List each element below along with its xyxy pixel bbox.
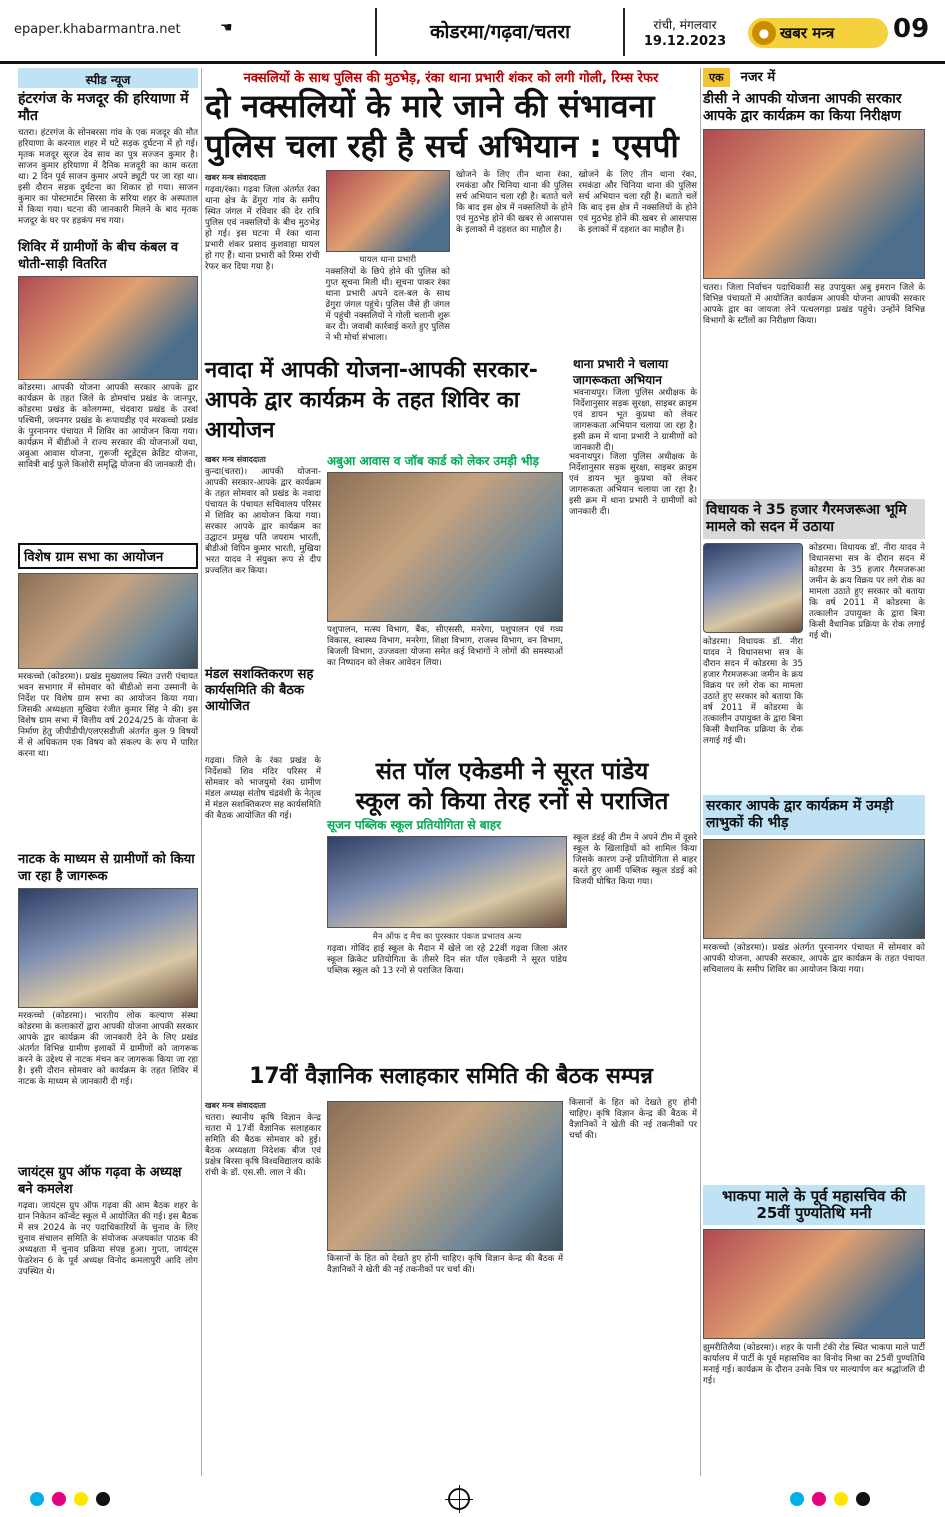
- yellow-dot: [74, 1492, 88, 1506]
- story-photo: [18, 888, 198, 1008]
- camp-photo: [327, 472, 563, 622]
- story-text: कोडरमा। विधायक डॉ. नीरा यादव ने विधानसभा सत्र के दौरान सदन में कोडरमा के 35 हजार गैरमजरूआ जमीन के क्रय विक्रय पर लगे रोक का मामला उठाते हुए सरकार को बताया कि वर्ष 2011 में कोडरमा के तत्कालीन उपायुक्त के द्वारा बिना किसी वैधानिक प्रक्रिया के रोक लगाई गई थी।: [809, 543, 925, 641]
- page-header: [0, 0, 945, 64]
- site-url[interactable]: epaper.khabarmantra.net: [14, 22, 181, 37]
- story-text: चतरा। स्थानीय कृषि विज्ञान केन्द्र चतरा में 17वीं वैज्ञानिक सलाहकार समिति की बैठक सोमवार को हुई। बैठक अध्यक्षता निदेशक बीज एवं प्रक्षेत्र बिरसा कृषि विश्वविद्यालय कांके रांची के डॉ. एस.सी. लाल ने की।: [205, 1113, 321, 1178]
- story-headline[interactable]: डीसी ने आपकी योजना आपकी सरकार आपके द्वार कार्यक्रम का किया निरीक्षण: [703, 91, 902, 124]
- story-text: किसानों के हित को देखते हुए होनी चाहिए। कृषि विज्ञान केन्द्र की बैठक में वैज्ञानिकों ने खेती की नई तकनीकों पर चर्चा की।: [569, 1098, 697, 1141]
- brand-mark-icon: ●: [752, 21, 776, 45]
- mandal-headline[interactable]: मंडल सशक्तिकरण सह कार्यसमिति की बैठक आयोजित: [205, 667, 314, 714]
- byline: खबर मन्त्र संवाददाता: [205, 455, 266, 464]
- page-footer: [0, 1482, 945, 1517]
- lead-headline-1[interactable]: दो नक्सलियों के मारे जाने की संभावना: [205, 87, 655, 125]
- story-subhead: सूजन पब्लिक स्कूल प्रतियोगिता से बाहर: [327, 818, 502, 832]
- dc-inspection-photo: [703, 129, 925, 279]
- speed-news-band: स्पीड न्यूज: [18, 68, 198, 88]
- story-text: स्कूल डंडई की टीम ने अपने टीम में दूसरे स्कूल के खिलाड़ियों को शामिल किया जिसके कारण उन्हें प्रतियोगिता से बाहर करते हुए आर्मी पब्लिक स्कूल डंडई को विजयी घोषित किया गया।: [573, 833, 697, 887]
- cyan-dot: [790, 1492, 804, 1506]
- story-photo: [18, 573, 198, 669]
- story-headline[interactable]: नवादा में आपकी योजना-आपकी सरकार-: [205, 358, 538, 383]
- hand-cursor-icon: ☚: [220, 20, 233, 36]
- story-headline[interactable]: हंटरगंज के मजदूर की हरियाणा में मौत: [18, 91, 189, 124]
- story-text: कोडरमा। आपकी योजना आपकी सरकार आपके द्वार कार्यक्रम के तहत जिले के डोमचांच प्रखंड के जानपुर, कोडरमा प्रखंड के कोलगम्मा, चंदवारा प्रखंड के उरवां पश्चिमी, जयनगर प्रखंड के रूपायडीह एवं मरकच्चो प्रखंड के पुरनानगर पंचायत में शिविर का आयोजन किया गया। कार्यक्रम में बीडीओ ने राज्य सरकार की योजनाओं यथा, अबुआ आवास योजना, गुरूजी स्टूडेंट्स क्रेडिट योजना, सावित्री बाई फुले किशोरी समृद्धि योजना की जानकारी दी।: [18, 383, 198, 470]
- story-headline[interactable]: सरकार आपके द्वार कार्यक्रम में उमड़ी लाभुकों की भीड़: [703, 795, 925, 835]
- lead-headline-2[interactable]: पुलिस चला रही है सर्च अभियान : एसपी: [205, 127, 679, 165]
- story-text: नक्सलियों के छिपे होने की पुलिस को गुप्त सूचना मिली थी। सूचना पाकर रंका थाना प्रभारी अपने दल-बल के साथ ढेंगुरा जंगल पहुंचे। पुलिस जैसे ही जंगल में पहुंची नक्सलियों ने गोली चलानी शुरू कर दी। जवाबी कार्रवाई करते हुए पुलिस ने भी मोर्चा संभाला।: [325, 267, 450, 343]
- cyan-dot: [30, 1492, 44, 1506]
- story-text: खोजने के लिए तीन थाना रंका, रमकंडा और चिनिया थाना की पुलिस सर्च अभियान चला रही है। बताते चलें कि बाद इस क्षेत्र में नक्सलियों के होने एवं मुठभेड़ होने की खबर से आसपास के इलाकों में दहशत का माहौल है।: [455, 170, 573, 235]
- story-headline[interactable]: जायंट्स ग्रुप ऑफ गढ़वा के अध्यक्ष बने कमलेश: [18, 1165, 182, 1197]
- brand-logo: [748, 18, 888, 48]
- color-registration-dots: [790, 1492, 870, 1506]
- story-text: भवनाथपुर। जिला पुलिस अधीक्षक के निर्देशानुसार सड़क सुरक्षा, साइबर क्राइम एवं डायन भूत कुप्रथा को लेकर जागरूकता अभियान चलाया जा रहा है। इसी क्रम में थाना प्रभारी ने ग्रामीणों को जानकारी दी।: [569, 452, 697, 517]
- photo-caption: घायल थाना प्रभारी: [359, 255, 417, 265]
- lead-kicker: नक्सलियों के साथ पुलिस की मुठभेड़, रंका थाना प्रभारी शंकर को लगी गोली, रिम्स रेफर: [243, 71, 659, 86]
- story-headline[interactable]: स्कूल को किया तेरह रनों से पराजित: [355, 787, 669, 815]
- page-number: 09: [893, 14, 930, 44]
- ek-badge: एक: [703, 68, 730, 87]
- story-subhead: अबुआ आवास व जॉब कार्ड को लेकर उमड़ी भीड़: [327, 454, 539, 468]
- brand-name: खबर मन्त्र: [780, 24, 835, 42]
- side-headline[interactable]: थाना प्रभारी ने चलाया जागरूकता अभियान: [573, 357, 669, 387]
- najar-label: नजर में: [740, 70, 776, 85]
- story-headline[interactable]: भाकपा माले के पूर्व महासचिव की 25वीं पुण्यतिथि मनी: [703, 1185, 925, 1225]
- city-day: रांची, मंगलवार: [653, 18, 717, 32]
- section-title: कोडरमा/गढ़वा/चतरा: [375, 8, 625, 56]
- story-text: गढ़वा। गोविंद हाई स्कूल के मैदान में खेले जा रहे 22वीं गढ़वा जिला अंतर स्कूल क्रिकेट प्रतियोगिता के तीसरे दिन संत पॉल एकेडमी ने सूरत पांडेय पब्लिक स्कूल को 13 रनों से पराजित किया।: [327, 944, 567, 976]
- black-dot: [856, 1492, 870, 1506]
- story-headline[interactable]: नाटक के माध्यम से ग्रामीणों को किया जा रहा है जागरूक: [18, 852, 195, 884]
- magenta-dot: [812, 1492, 826, 1506]
- story-text: मरकच्चो (कोडरमा)। प्रखंड मुख्यालय स्थित उत्तरी पंचायत भवन सभागार में सोमवार को बीडीओ सना उस्मानी के निर्देश पर विशेष ग्राम सभा का आयोजन किया गया। जिसकी अध्यक्षता मुखिया रंजीत कुमार सिंह ने की। इस विशेष ग्राम सभा में वित्तीय वर्ष 2024/25 के योजना के निर्माण हेतु जीपीडीपी/एलएसडीजी अंतर्गत कुल 9 विषयों में से अधिकतम एक विषय को संकल्प के रूप में पारित करना था।: [18, 672, 198, 759]
- story-text: कोडरमा। विधायक डॉ. नीरा यादव ने विधानसभा सत्र के दौरान सदन में कोडरमा के 35 हजार गैरमजरूआ जमीन के क्रय विक्रय पर लगे रोक का मामला उठाते हुए सरकार को बताया कि वर्ष 2011 में कोडरमा के तत्कालीन उपायुक्त के द्वारा बिना किसी वैधानिक प्रक्रिया के रोक लगाई गई थी।: [703, 637, 803, 746]
- camp-crowd-photo: [703, 839, 925, 939]
- meeting-photo: [327, 1101, 563, 1251]
- byline: खबर मन्त्र संवाददाता: [205, 1101, 266, 1110]
- story-text: चतरा। हंटरगंज के सोनबरसा गांव के एक मजदूर की मौत हरियाणा के करनाल शहर में घटे सड़क दुर्घटना में हो गई। मृतक मजदूर सूरज देव साव का पुत्र सज्जन कुमार है। साजन कुमार हरियाणा में दैनिक मजदूरी का काम करता था। 2 दिन पूर्व साजन कुमार अपने ड्यूटी पर जा रहा था। इसी दौरान सड़क दुर्घटना का शिकार हो गया। साजन कुमार का पोस्टमार्टम सिरसा के सरिया शहर के अस्पताल में किया गया। घटना की जानकारी मिलने के बाद मृतक मजदूर के घर पर हड़कंप मच गया।: [18, 128, 198, 226]
- issue-date: 19.12.2023: [643, 34, 727, 49]
- story-text: खोजने के लिए तीन थाना रंका, रमकंडा और चिनिया थाना की पुलिस सर्च अभियान चला रही है। बताते चलें कि बाद इस क्षेत्र में नक्सलियों के होने एवं मुठभेड़ होने की खबर से आसपास के इलाकों में दहशत का माहौल है।: [578, 170, 697, 235]
- story-headline[interactable]: 17वीं वैज्ञानिक सलाहकार समिति की बैठक सम्पन्न: [249, 1064, 653, 1089]
- magenta-dot: [52, 1492, 66, 1506]
- lead-story-body: [205, 170, 697, 348]
- byline: खबर मन्त्र संवाददाता: [205, 173, 266, 182]
- story-text: मरकच्चो (कोडरमा)। प्रखंड अंतर्गत पुरनानगर पंचायत में सोमवार को आपकी योजना, आपकी सरकार, आपके द्वार कार्यक्रम के तहत पंचायत सचिवालय के समीप शिविर का आयोजन किया गया।: [703, 943, 925, 975]
- color-registration-dots: [30, 1492, 110, 1506]
- column-divider: [700, 68, 701, 1476]
- story-headline[interactable]: शिविर में ग्रामीणों के बीच कंबल व धोती-साड़ी वितरित: [18, 240, 179, 272]
- center-column: [205, 68, 697, 1476]
- tribute-photo: [703, 1229, 925, 1339]
- cricket-photo: [327, 836, 567, 928]
- photo-caption: मैन ऑफ द मैच का पुरस्कार पंकज प्रभातव अन्य: [372, 932, 522, 942]
- left-column: [18, 68, 198, 1476]
- story-text: किसानों के हित को देखते हुए होनी चाहिए। कृषि विज्ञान केन्द्र की बैठक में वैज्ञानिकों ने खेती की नई तकनीकों पर चर्चा की।: [327, 1254, 563, 1275]
- story-text: पशुपालन, मत्स्य विभाग, बैंक, सीएससी, मनरेगा, पशुपालन एवं गव्य विकास, स्वास्थ्य विभाग, मनरेगा, शिक्षा विभाग, राजस्व विभाग, वन विभाग, बिजली विभाग, उज्जवला योजना समेत कई विभागों ने लोगों की समस्याओं का निष्पादन को लेकर आवेदन लिया।: [327, 625, 563, 668]
- column-divider: [201, 68, 202, 1476]
- story-headline[interactable]: विधायक ने 35 हजार गैरमजरूआ भूमि मामले को सदन में उठाया: [703, 499, 925, 539]
- story-photo: [18, 276, 198, 380]
- registration-mark-icon: [448, 1488, 470, 1510]
- story-text: झुमरीतिलैया (कोडरमा)। शहर के पानी टंकी रोड स्थित भाकपा माले पार्टी कार्यालय में पार्टी के पूर्व महासचिव का विनोद मिश्रा का 25वीं पुण्यतिथि मनाई गई। कार्यक्रम के दौरान उनके चित्र पर माल्यार्पण कर श्रद्धांजलि दी गई।: [703, 1343, 925, 1386]
- story-headline[interactable]: विशेष ग्राम सभा का आयोजन: [18, 543, 198, 569]
- story-text: भवनाथपुर। जिला पुलिस अधीक्षक के निर्देशानुसार सड़क सुरक्षा, साइबर क्राइम एवं डायन भूत कुप्रथा को लेकर जागरूकता अभियान चलाया जा रहा है। इसी क्रम में थाना प्रभारी ने ग्रामीणों को जानकारी दी।: [573, 388, 697, 453]
- story-headline[interactable]: आपके द्वार कार्यक्रम के तहत शिविर का आयोजन: [205, 388, 520, 443]
- mla-photo: [703, 543, 803, 633]
- story-text: गढ़वा। जिले के रंका प्रखंड के निर्देशकों शिव मंदिर परिसर में सोमवार को भाजयुमो रंका ग्रामीण मंडल अध्यक्ष संतोष चंद्रवंशी के नेतृत्व में मंडल सशक्तिकरण सह कार्यसमिति की बैठक आयोजित की गई।: [205, 756, 321, 821]
- story-text: गढ़वा। जायंट्स ग्रुप ऑफ गढ़वा की आम बैठक शहर के ग्रान निकेतन कॉन्वेंट स्कूल में आयोजित की गई। इस बैठक में सत्र 2024 के नए पदाधिकारियों के चुनाव के लिए चुनाव संचालन समिति के संयोजक अजयकांत पाठक की अध्यक्षता में चुनाव प्रक्रिया संपन्न हुआ। गुप्ता, जायंट्स फेडरेशन 6 के पूर्व अध्यक्ष विनोद कमलापुरी आदि लोग उपस्थित थे।: [18, 1201, 198, 1277]
- story-headline[interactable]: संत पॉल एकेडमी ने सूरत पांडेय: [375, 757, 649, 785]
- story-text: चतरा। जिला निर्वाचन पदाधिकारी सह उपायुक्त अबु इमरान जिले के विभिन्न पंचायतों में आयोजित कार्यक्रम आपकी योजना आपकी सरकार आपके द्वार का जायजा लेने पत्थलगड़ा प्रखंड पहुंचे। उन्होंने विभिन्न विभागों के स्टॉलों का निरीक्षण किया।: [703, 283, 925, 326]
- yellow-dot: [834, 1492, 848, 1506]
- story-text: कुन्दा(चतरा)। आपकी योजना-आपकी सरकार-आपके द्वार कार्यक्रम के तहत सोमवार को प्रखंड के नवादा पंचायत के पंचायत सचिवालय परिसर में शिविर का आयोजन किया गया। सरकार आपके द्वार कार्यक्रम का उद्घाटन प्रमुख पति जयराम भारती, बीडीओ विपिन कुमार भारती, मुखिया भरत यादव ने संयुक्त रूप से दीप प्रज्वलित कर किया।: [205, 467, 321, 576]
- black-dot: [96, 1492, 110, 1506]
- injured-officer-photo: [326, 170, 450, 252]
- story-text: मरकच्चो (कोडरमा)। भारतीय लोक कल्याण संस्था कोडरमा के कलाकारों द्वारा आपकी योजना आपकी सरकार आपके द्वार कार्यक्रम की जानकारी देने के लिए प्रखंड अंतर्गत विभिन्न ग्रामीण इलाकों में ग्रामीणों को जागरूक करने के उद्देश्य से नाटक मंचन कर जागरूक किया जा रहा है। इसी दौरान सोमवार को कार्यक्रम के तहत शिविर में नाटक के माध्यम से जानकारी दी गई।: [18, 1011, 198, 1087]
- story-text: गढ़वा/रंका। गढ़वा जिला अंतर्गत रंका थाना क्षेत्र के ढेंगुरा गांव के समीप स्थित जंगल में रविवार की देर रात्रि पुलिस एवं नक्सलियों के बीच मुठभेड़ हो गई। इस घटना में रंका थाना प्रभारी शंकर प्रसाद कुशवाहा घायल हो गए हैं। थाना प्रभारी को रिम्स रांची रेफर कर दिया गया है।: [205, 185, 320, 272]
- right-column: [703, 64, 925, 1474]
